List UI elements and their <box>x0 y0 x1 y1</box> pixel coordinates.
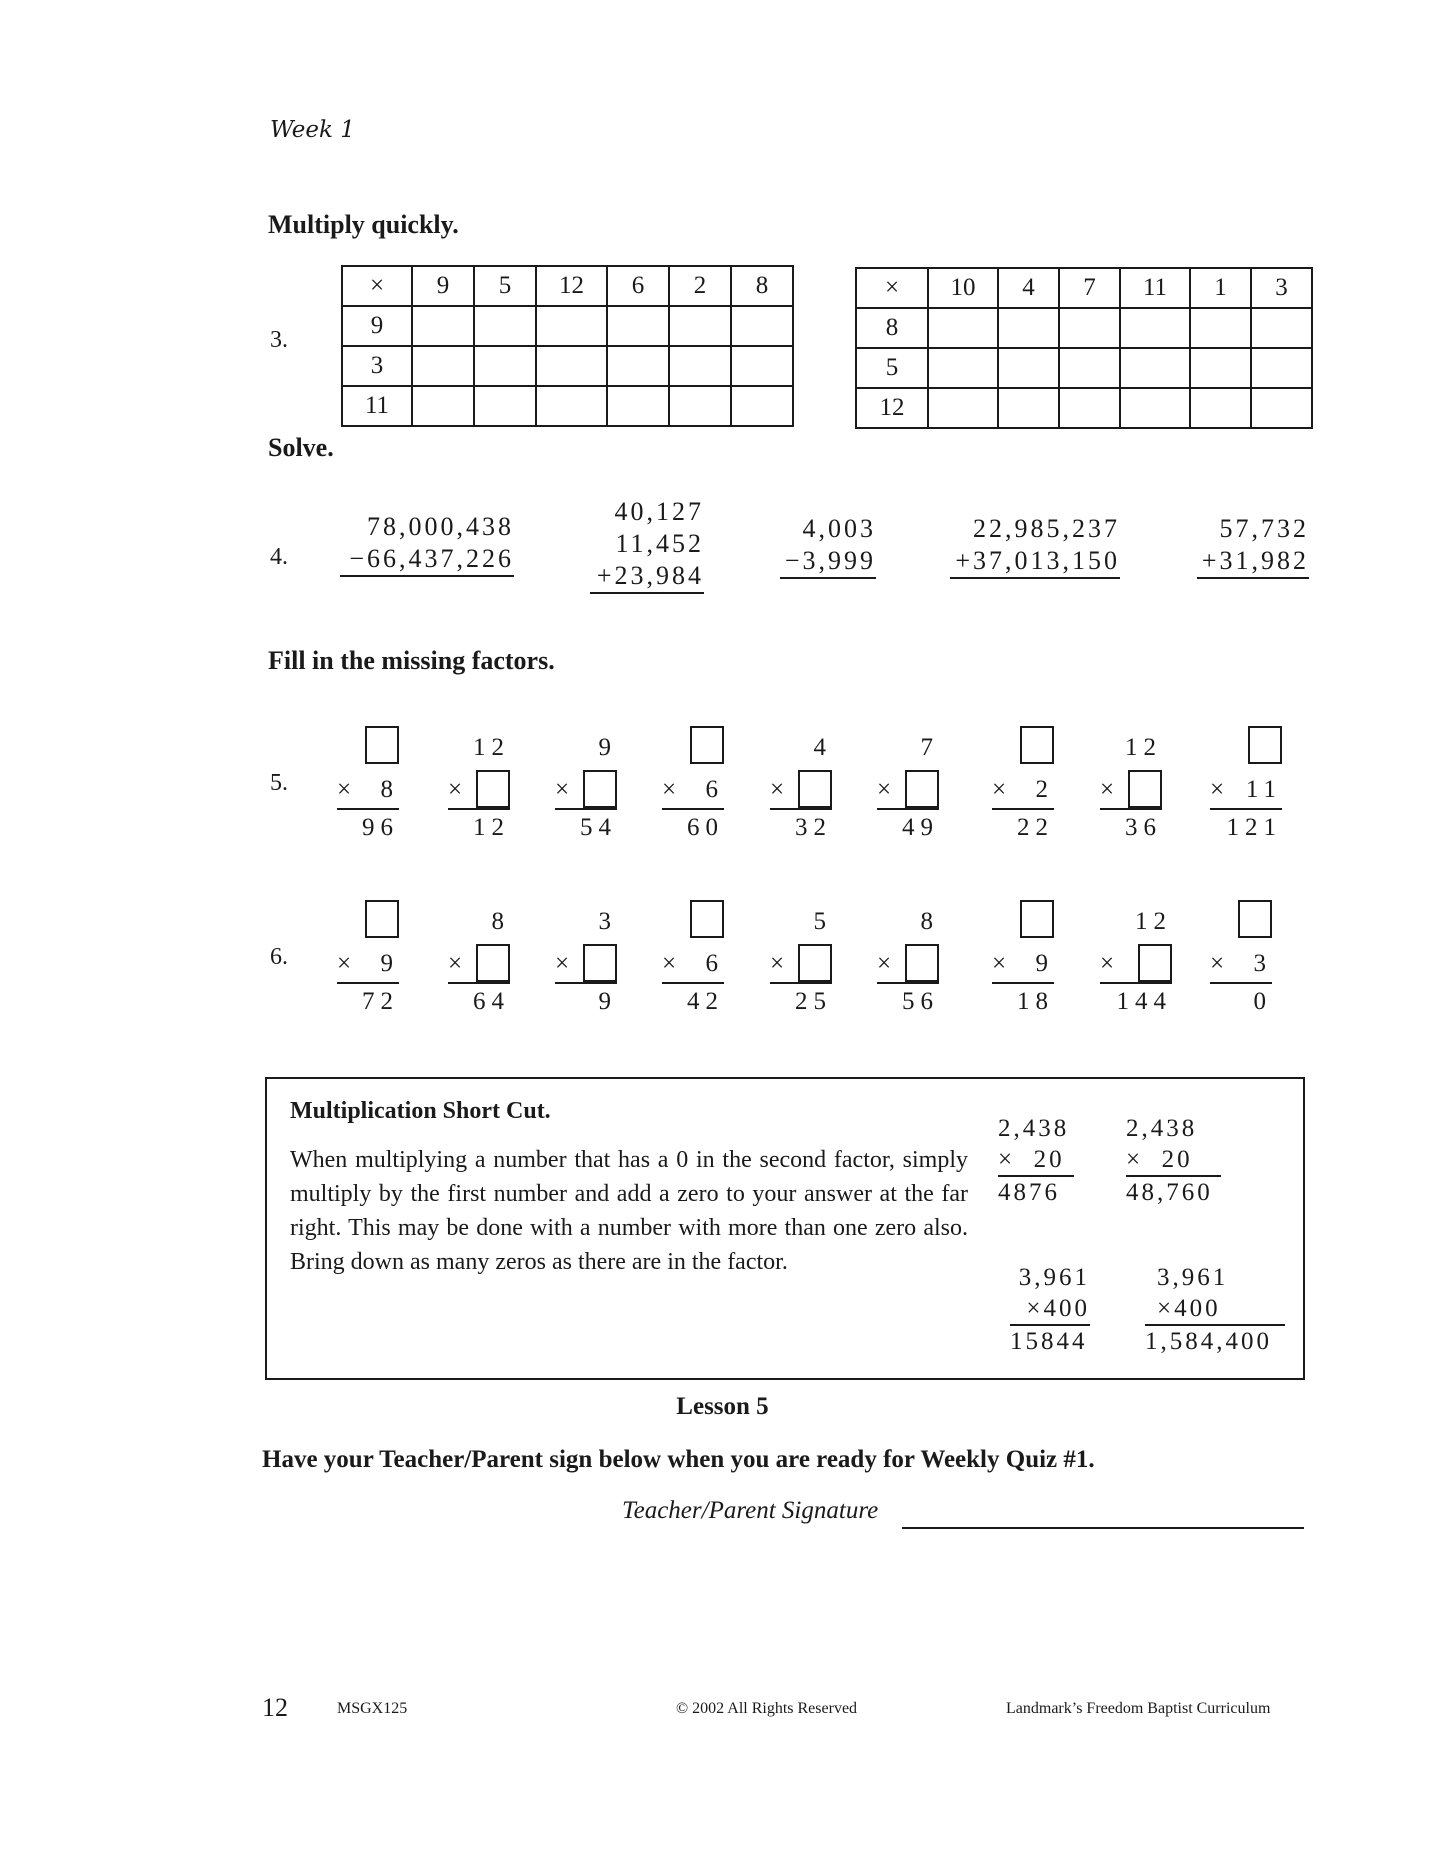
solve-problem-4 <box>950 513 1120 579</box>
missing-factor-box[interactable] <box>1020 900 1054 938</box>
shortcut-example-2 <box>1126 1113 1221 1208</box>
given-factor: 6 <box>705 950 724 977</box>
solve-heading: Solve. <box>268 433 334 462</box>
times-sign: × <box>555 950 570 977</box>
product: 54 <box>580 814 617 841</box>
answer-cell[interactable] <box>928 388 998 428</box>
column-header: 6 <box>607 266 669 306</box>
column-header: 8 <box>731 266 793 306</box>
operand: −3,999 <box>780 545 876 579</box>
example-top: 2,438 <box>998 1115 1070 1142</box>
factor-top <box>1210 896 1272 938</box>
factor-problem <box>992 896 1054 1016</box>
operand: −66,437,226 <box>340 543 514 577</box>
factor-multiplier-line <box>877 938 939 984</box>
given-factor: 9 <box>1035 950 1054 977</box>
product: 25 <box>795 988 832 1015</box>
factor-top <box>448 722 510 764</box>
answer-cell[interactable] <box>1120 348 1190 388</box>
answer-cell[interactable] <box>474 306 536 346</box>
answer-cell[interactable] <box>536 346 607 386</box>
factor-problem <box>448 896 510 1016</box>
column-header: 12 <box>536 266 607 306</box>
factor-problem <box>877 722 939 842</box>
example-factor: ×400 <box>1026 1295 1090 1322</box>
factor-multiplier-line <box>877 764 939 810</box>
given-factor: 3 <box>1253 950 1272 977</box>
factor-multiplier-line <box>992 764 1054 810</box>
quiz-notice: Have your Teacher/Parent sign below when you are ready for Weekly Quiz #1. <box>262 1446 1095 1473</box>
factor-top <box>992 896 1054 938</box>
times-corner-cell: × <box>856 268 928 308</box>
answer-cell[interactable] <box>536 306 607 346</box>
answer-cell[interactable] <box>607 386 669 426</box>
shortcut-explanation: When multiplying a number that has a 0 in the second factor, simply multiply by the first number and add a zero to your answer at the far right. This may be done with a number with more than one zero also. Bring down as many zeros as there are in the factor. <box>290 1147 968 1275</box>
factor-top <box>1100 722 1162 764</box>
shortcut-example-1 <box>998 1113 1074 1208</box>
factor-top <box>662 896 724 938</box>
answer-cell[interactable] <box>607 346 669 386</box>
column-header: 2 <box>669 266 731 306</box>
publisher: Landmark’s Freedom Baptist Curriculum <box>1006 1700 1271 1717</box>
missing-factor-box[interactable] <box>476 770 510 808</box>
row-header: 3 <box>342 346 412 386</box>
row-header: 9 <box>342 306 412 346</box>
answer-cell[interactable] <box>731 306 793 346</box>
given-factor: 12 <box>473 734 510 761</box>
product: 96 <box>362 814 399 841</box>
factor-multiplier-line <box>992 938 1054 984</box>
multiplication-table-b <box>855 267 1313 429</box>
times-sign: × <box>992 776 1007 803</box>
product: 18 <box>1017 988 1054 1015</box>
example-result: 15844 <box>1010 1324 1090 1357</box>
answer-cell[interactable] <box>1251 348 1312 388</box>
operand: +23,984 <box>590 560 704 594</box>
missing-factor-box[interactable] <box>798 770 832 808</box>
times-sign: × <box>337 776 352 803</box>
answer-cell[interactable] <box>1059 308 1120 348</box>
row-header: 11 <box>342 386 412 426</box>
example-factor: × 20 <box>1126 1146 1193 1173</box>
week-label: Week 1 <box>270 117 355 143</box>
table-header-row <box>856 268 1312 308</box>
factor-multiplier-line <box>448 938 510 984</box>
factor-multiplier-line <box>1210 764 1282 810</box>
given-factor: 3 <box>598 908 617 935</box>
factor-problem <box>992 722 1054 842</box>
signature-field[interactable] <box>902 1527 1304 1529</box>
factor-problem <box>770 722 832 842</box>
product: 64 <box>473 988 510 1015</box>
answer-cell[interactable] <box>669 386 731 426</box>
answer-cell[interactable] <box>474 386 536 426</box>
given-factor: 9 <box>598 734 617 761</box>
solve-problem-2 <box>590 496 704 594</box>
factor-top <box>662 722 724 764</box>
answer-cell[interactable] <box>474 346 536 386</box>
given-factor: 8 <box>380 776 399 803</box>
factor-problem <box>877 896 939 1016</box>
column-header: 11 <box>1120 268 1190 308</box>
factor-top <box>1100 896 1172 938</box>
given-factor: 4 <box>813 734 832 761</box>
problem-number-3: 3. <box>270 327 288 353</box>
missing-factor-box[interactable] <box>690 900 724 938</box>
product: 144 <box>1116 988 1172 1015</box>
factor-multiplier-line <box>448 764 510 810</box>
factor-multiplier-line <box>555 764 617 810</box>
missing-factor-box[interactable] <box>905 944 939 982</box>
table-row <box>342 306 793 346</box>
times-sign: × <box>1100 950 1115 977</box>
table-row <box>856 308 1312 348</box>
given-factor: 6 <box>705 776 724 803</box>
times-sign: × <box>877 776 892 803</box>
answer-cell[interactable] <box>412 306 474 346</box>
answer-cell[interactable] <box>928 308 998 348</box>
missing-factor-box[interactable] <box>365 726 399 764</box>
factor-problem <box>337 722 399 842</box>
page-number: 12 <box>262 1693 288 1722</box>
operand: +31,982 <box>1197 545 1309 579</box>
row-header: 8 <box>856 308 928 348</box>
factor-top <box>770 896 832 938</box>
answer-cell[interactable] <box>1120 308 1190 348</box>
missing-factor-box[interactable] <box>1020 726 1054 764</box>
factor-problem <box>337 896 399 1016</box>
column-header: 7 <box>1059 268 1120 308</box>
answer-cell[interactable] <box>1059 348 1120 388</box>
product: 56 <box>902 988 939 1015</box>
factor-multiplier-line <box>662 938 724 984</box>
factor-problem <box>448 722 510 842</box>
problem-number-6: 6. <box>270 944 288 970</box>
missing-factor-box[interactable] <box>476 944 510 982</box>
lesson-title: Lesson 5 <box>676 1393 769 1420</box>
column-header: 4 <box>998 268 1059 308</box>
multiply-heading: Multiply quickly. <box>268 210 459 239</box>
factor-problem <box>1210 722 1282 842</box>
product: 12 <box>473 814 510 841</box>
factor-top <box>1210 722 1282 764</box>
factor-problem <box>662 722 724 842</box>
factor-multiplier-line <box>337 938 399 984</box>
example-top: 2,438 <box>1126 1115 1198 1142</box>
factor-multiplier-line <box>770 764 832 810</box>
times-sign: × <box>877 950 892 977</box>
given-factor: 8 <box>491 908 510 935</box>
missing-factor-box[interactable] <box>905 770 939 808</box>
solve-problem-3 <box>780 513 876 579</box>
product: 72 <box>362 988 399 1015</box>
times-sign: × <box>992 950 1007 977</box>
missing-factor-box[interactable] <box>690 726 724 764</box>
product: 0 <box>1253 988 1272 1015</box>
factor-problem <box>1100 896 1172 1016</box>
given-factor: 7 <box>920 734 939 761</box>
factor-multiplier-line <box>770 938 832 984</box>
example-top: 3,961 <box>1018 1264 1090 1291</box>
product: 121 <box>1226 814 1282 841</box>
table-row <box>856 388 1312 428</box>
product: 49 <box>902 814 939 841</box>
answer-cell[interactable] <box>607 306 669 346</box>
factor-multiplier-line <box>337 764 399 810</box>
missing-factor-box[interactable] <box>1238 900 1272 938</box>
given-factor: 12 <box>1125 734 1162 761</box>
answer-cell[interactable] <box>1120 388 1190 428</box>
factor-top <box>555 722 617 764</box>
times-sign: × <box>448 950 463 977</box>
factor-multiplier-line <box>555 938 617 984</box>
given-factor: 2 <box>1035 776 1054 803</box>
operand: 57,732 <box>1219 514 1309 543</box>
product: 36 <box>1125 814 1162 841</box>
answer-cell[interactable] <box>998 388 1059 428</box>
operand: 40,127 <box>614 497 704 526</box>
example-result: 1,584,400 <box>1145 1324 1285 1357</box>
answer-cell[interactable] <box>669 346 731 386</box>
table-header-row <box>342 266 793 306</box>
row-header: 12 <box>856 388 928 428</box>
times-sign: × <box>662 776 677 803</box>
factor-top <box>555 896 617 938</box>
product: 60 <box>687 814 724 841</box>
given-factor: 8 <box>920 908 939 935</box>
answer-cell[interactable] <box>998 348 1059 388</box>
product: 9 <box>598 988 617 1015</box>
factor-top <box>877 896 939 938</box>
operand: 22,985,237 <box>973 514 1120 543</box>
table-row <box>342 386 793 426</box>
example-result: 4876 <box>998 1175 1074 1208</box>
missing-factor-box[interactable] <box>365 900 399 938</box>
answer-cell[interactable] <box>731 346 793 386</box>
example-top: 3,961 <box>1157 1264 1229 1291</box>
operand: 78,000,438 <box>367 512 514 541</box>
shortcut-example-3 <box>1010 1262 1090 1357</box>
signature-label: Teacher/Parent Signature <box>622 1497 879 1524</box>
shortcut-example-4 <box>1145 1262 1285 1357</box>
curriculum-code: MSGX125 <box>337 1700 408 1717</box>
times-corner-cell: × <box>342 266 412 306</box>
answer-cell[interactable] <box>998 308 1059 348</box>
factor-problem <box>770 896 832 1016</box>
factor-top <box>770 722 832 764</box>
copyright: © 2002 All Rights Reserved <box>676 1700 858 1717</box>
given-factor: 11 <box>1245 776 1282 803</box>
product: 32 <box>795 814 832 841</box>
factor-top <box>448 896 510 938</box>
solve-problem-5 <box>1197 513 1309 579</box>
operand: 4,003 <box>802 514 876 543</box>
answer-cell[interactable] <box>1251 388 1312 428</box>
factor-problem <box>555 896 617 1016</box>
factor-multiplier-line <box>662 764 724 810</box>
factor-top <box>337 896 399 938</box>
times-sign: × <box>1210 950 1225 977</box>
answer-cell[interactable] <box>731 386 793 426</box>
factors-heading: Fill in the missing factors. <box>268 646 555 675</box>
factor-top <box>337 722 399 764</box>
missing-factor-box[interactable] <box>1248 726 1282 764</box>
example-result: 48,760 <box>1126 1175 1221 1208</box>
example-factor: ×400 <box>1157 1295 1221 1322</box>
operand: 11,452 <box>615 529 704 558</box>
missing-factor-box[interactable] <box>1138 944 1172 982</box>
column-header: 10 <box>928 268 998 308</box>
given-factor: 9 <box>380 950 399 977</box>
answer-cell[interactable] <box>1251 308 1312 348</box>
answer-cell[interactable] <box>669 306 731 346</box>
answer-cell[interactable] <box>412 386 474 426</box>
answer-cell[interactable] <box>1059 388 1120 428</box>
times-sign: × <box>448 776 463 803</box>
factor-problem <box>555 722 617 842</box>
missing-factor-box[interactable] <box>583 944 617 982</box>
answer-cell[interactable] <box>1190 348 1251 388</box>
table-row <box>342 346 793 386</box>
multiplication-table-a <box>341 265 794 427</box>
times-sign: × <box>1100 776 1115 803</box>
row-header: 5 <box>856 348 928 388</box>
problem-number-5: 5. <box>270 770 288 796</box>
given-factor: 12 <box>1135 908 1172 935</box>
times-sign: × <box>337 950 352 977</box>
column-header: 3 <box>1251 268 1312 308</box>
factor-problem <box>1210 896 1272 1016</box>
column-header: 9 <box>412 266 474 306</box>
problem-number-4: 4. <box>270 544 288 570</box>
answer-cell[interactable] <box>1190 308 1251 348</box>
answer-cell[interactable] <box>1190 388 1251 428</box>
factor-multiplier-line <box>1100 764 1162 810</box>
factor-problem <box>1100 722 1162 842</box>
factor-multiplier-line <box>1100 938 1172 984</box>
example-factor: × 20 <box>998 1146 1065 1173</box>
column-header: 5 <box>474 266 536 306</box>
factor-multiplier-line <box>1210 938 1272 984</box>
missing-factor-box[interactable] <box>798 944 832 982</box>
product: 42 <box>687 988 724 1015</box>
solve-problem-1 <box>340 511 514 577</box>
table-row <box>856 348 1312 388</box>
factor-problem <box>662 896 724 1016</box>
missing-factor-box[interactable] <box>583 770 617 808</box>
missing-factor-box[interactable] <box>1128 770 1162 808</box>
times-sign: × <box>1210 776 1225 803</box>
times-sign: × <box>555 776 570 803</box>
answer-cell[interactable] <box>928 348 998 388</box>
shortcut-title: Multiplication Short Cut. <box>290 1098 551 1124</box>
factor-top <box>992 722 1054 764</box>
times-sign: × <box>770 950 785 977</box>
given-factor: 5 <box>813 908 832 935</box>
times-sign: × <box>662 950 677 977</box>
answer-cell[interactable] <box>412 346 474 386</box>
operand: +37,013,150 <box>950 545 1120 579</box>
factor-top <box>877 722 939 764</box>
column-header: 1 <box>1190 268 1251 308</box>
product: 22 <box>1017 814 1054 841</box>
times-sign: × <box>770 776 785 803</box>
answer-cell[interactable] <box>536 386 607 426</box>
